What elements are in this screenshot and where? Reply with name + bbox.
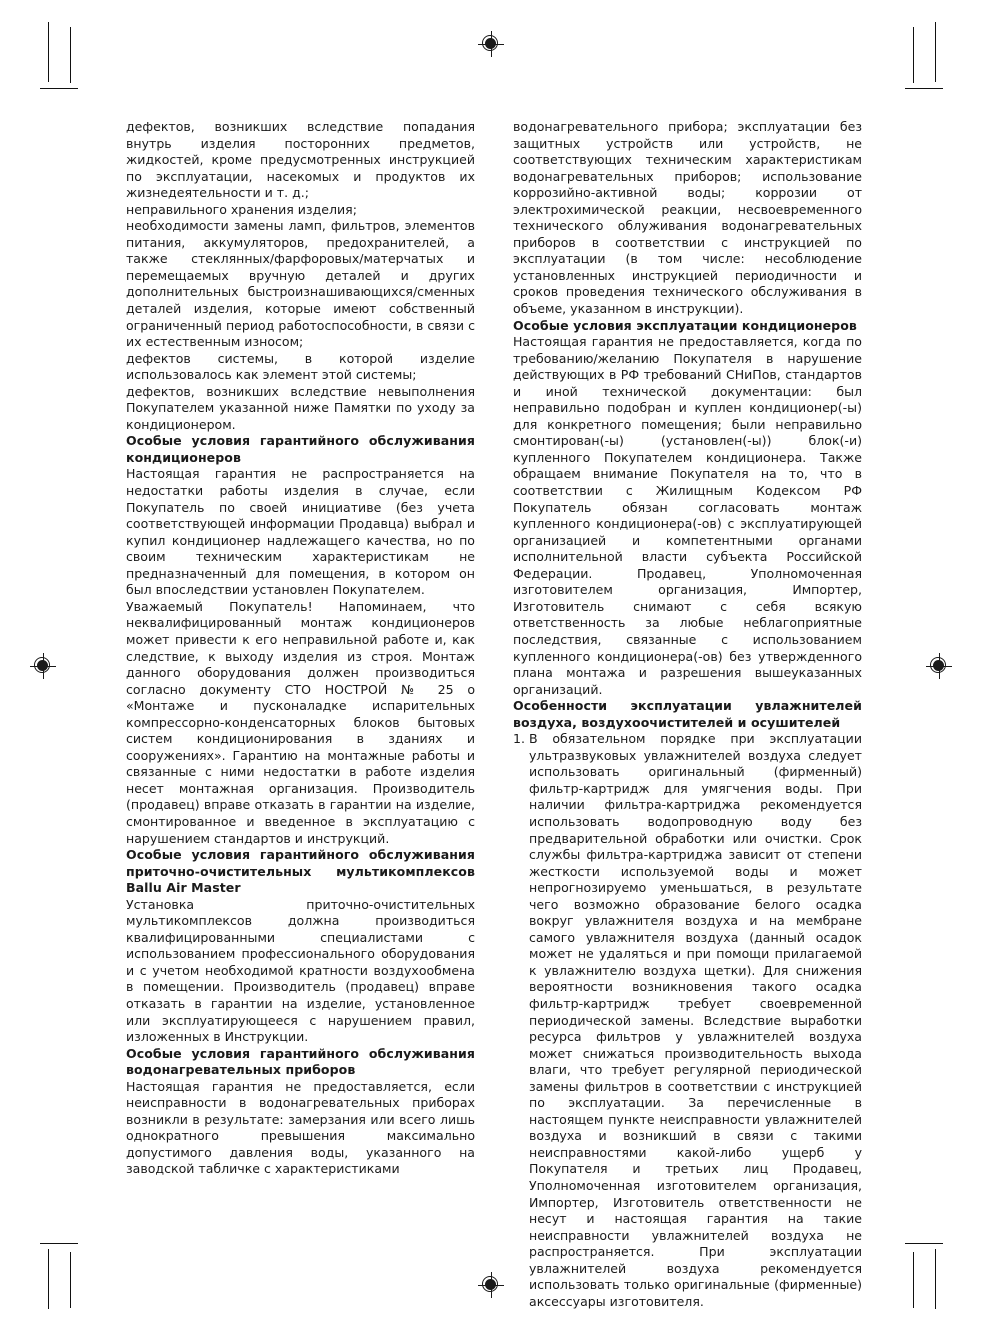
section-heading: Особые условия гарантийного обслуживания водонагревательных приборов — [126, 1045, 475, 1078]
registration-dot — [485, 38, 496, 49]
section-heading: Особенности эксплуатации увлажнителей воздуха, воздухоочистителей и осушителей — [513, 698, 862, 730]
paragraph: Установка приточно-очистительных мультикомплексов должна производиться квалифицированными специалистами с использованием профессионального оборудования и с учетом необходимой кратности воздухообмена в помещении. Производитель (продавец) вправе отказать в гарантии на изделие, установленное или эксплуатирующееся с нарушением правил, изложенных в Инструкции. — [126, 896, 475, 1045]
crop-mark — [48, 22, 49, 82]
registration-dot — [485, 1279, 496, 1290]
crop-mark — [70, 27, 71, 83]
registration-target-left — [30, 653, 56, 679]
paragraph: Настоящая гарантия не предоставляется, когда по требованию/желанию Покупателя в нарушение действующих в РФ требований СНиПов, стандартов и иной технической документации: был неправильно подобран и куплен кондиционер(-ы) для конкретного помещения; были неправильно смонтирован(-ы) (установлен(-ы)) блок(-и) купленного Покупателем кондиционера. Также обращаем внимание Покупателя на то, что в соответствии с Жилищным Кодексом РФ Покупатель обязан согласовать монтаж купленного кондиционера(-ов) с эксплуатирующей организацией и компетентными органами исполнительной власти субъекта Российской Федерации. Продавец, Уполномоченная изготовителем организация, Импортер, Изготовитель снимают с себя всякую ответственность за любые неблагоприятные последствия, связанные с использованием купленного кондиционера(-ов) без утвержденного плана монтажа и разрешения вышеуказанных организаций. — [513, 334, 862, 697]
registration-dot — [933, 660, 944, 671]
registration-target-bottom — [478, 1272, 504, 1298]
section-heading: Особые условия гарантийного обслуживания кондиционеров — [126, 433, 475, 465]
crop-mark — [935, 1249, 936, 1309]
paragraph: Уважаемый Покупатель! Напоминаем, что неквалифицированный монтаж кондиционеров может привести к его неправильной работе и, как следствие, к выходу изделия из строя. Монтаж данного оборудования должен производиться согласно документу СТО НОСТРОЙ № 25 о «Монтаже и пусконаладке испарительных компрессорно-конденсаторных блоков бытовых систем кондиционирования в зданиях и сооружениях». Гарантию на монтажные работы и связанные с ними недостатки в работе изделия несет монтажная организация. Производитель (продавец) вправе отказать в гарантии на изделие, смонтированное и введенное в эксплуатацию с нарушением стандартов и инструкций. — [126, 598, 475, 846]
crop-mark — [40, 88, 78, 89]
numbered-list — [513, 731, 862, 1310]
paragraph: водонагревательного прибора; эксплуатации без защитных устройств или устройств, не соответствующих техническим характеристикам водонагревательных приборов; использование коррозийно-активной воды; коррозии от электрохимической реакции, несвоевременного технического облуживания водонагревательных приборов в соответствии с инструкцией по эксплуатации (в том числе: несоблюдение установленных инструкцией периодичности и сроков проведения технического обслуживания в объеме, указанном в инструкции). — [513, 119, 862, 317]
paragraph: дефектов системы, в которой изделие использовалось как элемент этой системы; — [126, 350, 475, 383]
paragraph: неправильного хранения изделия; — [126, 201, 357, 217]
paragraph: необходимости замены ламп, фильтров, элементов питания, аккумуляторов, предохранителей, а также стеклянных/фарфоровых/матерчатых и перемещаемых вручную деталей и других дополнительных быстроизнашивающихся/сменных деталей изделия, которые имеют собственный ограниченный период работоспособности, в связи с их естественным износом; — [126, 218, 475, 350]
registration-dot — [37, 660, 48, 671]
crop-mark — [913, 1252, 914, 1308]
registration-target-right — [926, 653, 952, 679]
paragraph: Настоящая гарантия не предоставляется, если неисправности в водонагревательных приборах возникли в результате: замерзания или всего лишь однократного превышения максимально допустимого давления воды, указанного на заводской табличке с характеристиками — [126, 1078, 475, 1177]
left-column — [126, 119, 475, 1239]
crop-mark — [913, 27, 914, 83]
registration-target-top — [478, 31, 504, 57]
crop-mark — [40, 1243, 78, 1244]
section-heading: Особые условия гарантийного обслуживания приточно-очистительных мультикомплексов Ballu Air Master — [126, 847, 475, 896]
paragraph: Настоящая гарантия не распространяется на недостатки работы изделия в случае, если Покупатель по своей инициативе (без учета соответствующей информации Продавца) выбрал и купил кондиционер надлежащего качества, но по своим техническим характеристикам не предназначенный для помещения, в котором он был впоследствии установлен Покупателем. — [126, 466, 475, 598]
paragraph: дефектов, возникших вследствие попадания внутрь изделия посторонних предметов, жидкостей, кроме предусмотренных инструкцией по эксплуатации, насекомых и продуктов их жизнедеятельности и т. д.; — [126, 119, 475, 201]
section-heading: Особые условия эксплуатации кондиционеров — [513, 317, 857, 333]
crop-mark — [905, 88, 943, 89]
right-column — [513, 119, 862, 1309]
crop-mark — [70, 1252, 71, 1308]
text-body — [126, 119, 863, 1309]
crop-mark — [48, 1249, 49, 1309]
paragraph: дефектов, возникших вследствие невыполнения Покупателем указанной ниже Памятки по уходу за кондиционером. — [126, 383, 475, 432]
crop-mark — [905, 1243, 943, 1244]
list-item: В обязательном порядке при эксплуатации ультразвуковых увлажнителей воздуха следует использовать оригинальный (фирменный) фильтр-картридж для умягчения воды. При наличии фильтра-картриджа рекомендуется использовать водопроводную воду без предварительной обработки или очистки. Срок службы фильтра-картриджа зависит от степени жесткости используемой воды и может непрогнозируемо уменьшаться, в результате чего возможно образование белого осадка вокруг увлажнителя воздуха и на мембране самого увлажнителя воздуха (данный осадок может не удаляться и при помощи прилагаемой к увлажнителю воздуха щетки). Для снижения вероятности возникновения такого осадка фильтр-картридж требует своевременной периодической замены. Вследствие выработки ресурса фильтров у увлажнителей воздуха может снижаться производительность выхода влаги, что требует регулярной периодической замены фильтров в соответствии с инструкцией по эксплуатации. За перечисленные в настоящем пункте неисправности увлажнителей воздуха и возникший в связи с такими неисправностями какой-либо ущерб у Покупателя и третьих лиц Продавец, Уполномоченная изготовителем организация, Импортер, Изготовитель ответственности не несут и настоящая гарантия на такие неисправности увлажнителей воздуха не распространяется. При эксплуатации увлажнителей воздуха рекомендуется использовать только оригинальные (фирменные) аксессуары изготовителя. — [529, 731, 862, 1309]
crop-mark — [935, 22, 936, 82]
